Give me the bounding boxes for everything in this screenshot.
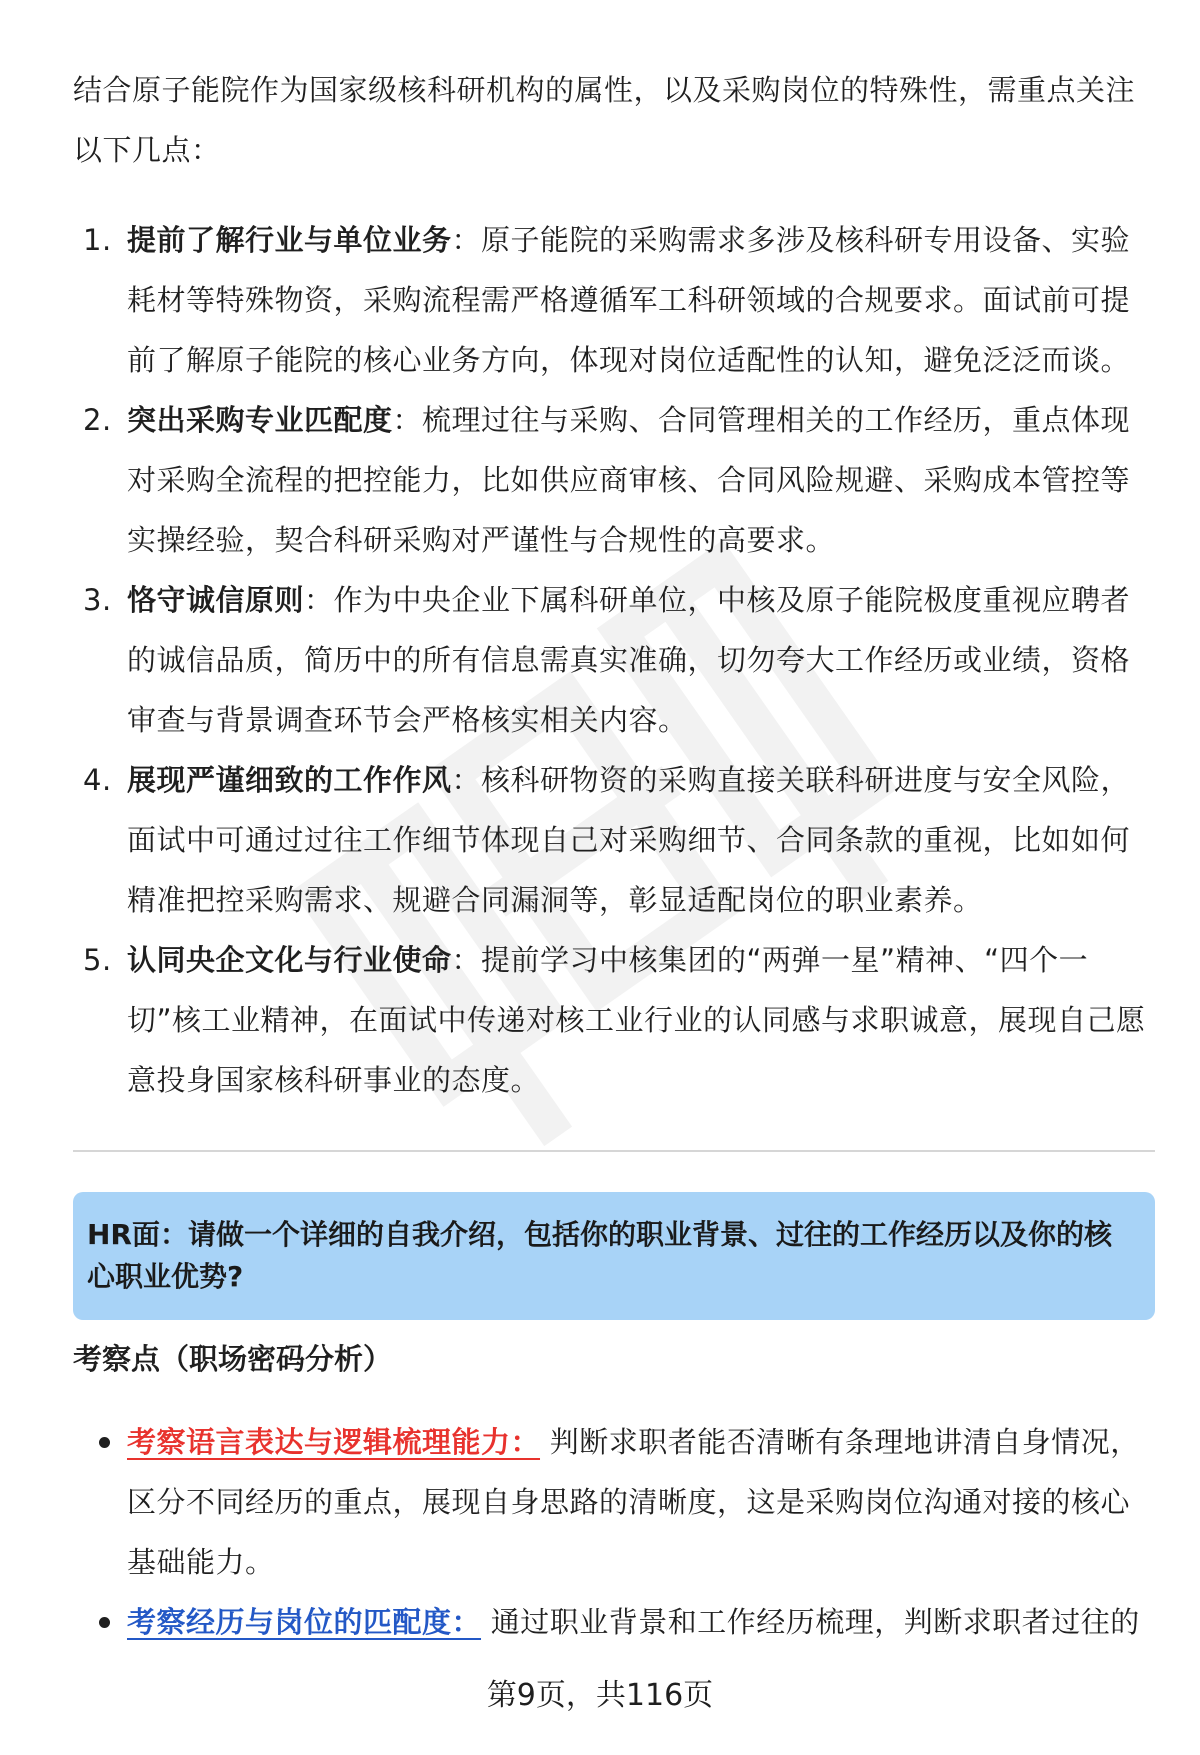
item-number: 2. — [83, 403, 112, 437]
item-separator: ： — [451, 763, 482, 797]
bullet-icon — [99, 1617, 110, 1628]
item-number: 5. — [83, 943, 112, 977]
item-body: 梳理过往与采购、合同管理相关的工作经历，重点体现对采购全流程的把控能力，比如供应商审核、合同风险规避、采购成本管控等实操经验，契合科研采购对严谨性与合规性的高要求。 — [127, 403, 1131, 557]
item-body: 判断求职者能否清晰有条理地讲清自身情况，区分不同经历的重点，展现自身思路的清晰度，这是采购岗位沟通对接的核心基础能力。 — [127, 1425, 1140, 1579]
item-title: 突出采购专业匹配度 — [127, 403, 393, 437]
page-footer: 第9页，共116页 — [486, 1678, 714, 1713]
item-body: 作为中央企业下属科研单位，中核及原子能院极度重视应聘者的诚信品质，简历中的所有信息需真实准确，切勿夸大工作经历或业绩，资格审查与背景调查环节会严格核实相关内容。 — [127, 583, 1131, 737]
item-separator: ： — [304, 583, 334, 617]
bullet-icon — [99, 1437, 110, 1448]
item-body: 提前学习中核集团的“两弹一星”精神、“四个一切”核工业精神，在面试中传递对核工业行业的认同感与求职诚意，展现自己愿意投身国家核科研事业的态度。 — [127, 943, 1146, 1097]
item-body: 通过职业背景和工作经历梳理，判断求职者过往的 — [490, 1605, 1140, 1639]
section-heading: 考察点（职场密码分析） — [73, 1342, 393, 1376]
item-separator: ： — [451, 943, 482, 977]
key-points-list — [73, 210, 1155, 1110]
item-body: 原子能院的采购需求多涉及核科研专用设备、实验耗材等特殊物资，采购流程需严格遵循军工科研领域的合规要求。面试前可提前了解原子能院的核心业务方向，体现对岗位适配性的认知，避免泛泛而谈。 — [127, 223, 1131, 377]
item-number: 4. — [83, 763, 112, 797]
item-title: 认同央企文化与行业使命 — [127, 943, 452, 977]
item-title: 恪守诚信原则 — [127, 583, 305, 617]
section-divider — [73, 1150, 1155, 1152]
interview-question-box: HR面：请做一个详细的自我介绍，包括你的职业背景、过往的工作经历以及你的核心职业优势? — [73, 1192, 1155, 1320]
list-item — [73, 570, 1155, 750]
page-content — [73, 60, 1155, 1652]
list-item — [73, 210, 1155, 390]
item-separator: ： — [451, 223, 482, 257]
examine-points-list — [73, 1412, 1155, 1652]
examine-link-match[interactable]: 考察经历与岗位的匹配度： — [127, 1605, 482, 1639]
item-title: 展现严谨细致的工作作风 — [127, 763, 452, 797]
list-item — [73, 1412, 1155, 1592]
item-number: 1. — [83, 223, 112, 257]
list-item — [73, 750, 1155, 930]
item-separator: ： — [392, 403, 423, 437]
list-item — [73, 1592, 1155, 1652]
examine-link-language[interactable]: 考察语言表达与逻辑梳理能力： — [127, 1425, 541, 1459]
intro-paragraph: 结合原子能院作为国家级核科研机构的属性，以及采购岗位的特殊性，需重点关注以下几点： — [73, 73, 1136, 167]
item-body: 核科研物资的采购直接关联科研进度与安全风险，面试中可通过过往工作细节体现自己对采购细节、合同条款的重视，比如如何精准把控采购需求、规避合同漏洞等，彰显适配岗位的职业素养。 — [127, 763, 1131, 917]
item-title: 提前了解行业与单位业务 — [127, 223, 452, 257]
item-number: 3. — [83, 583, 112, 617]
list-item — [73, 390, 1155, 570]
list-item — [73, 930, 1155, 1110]
